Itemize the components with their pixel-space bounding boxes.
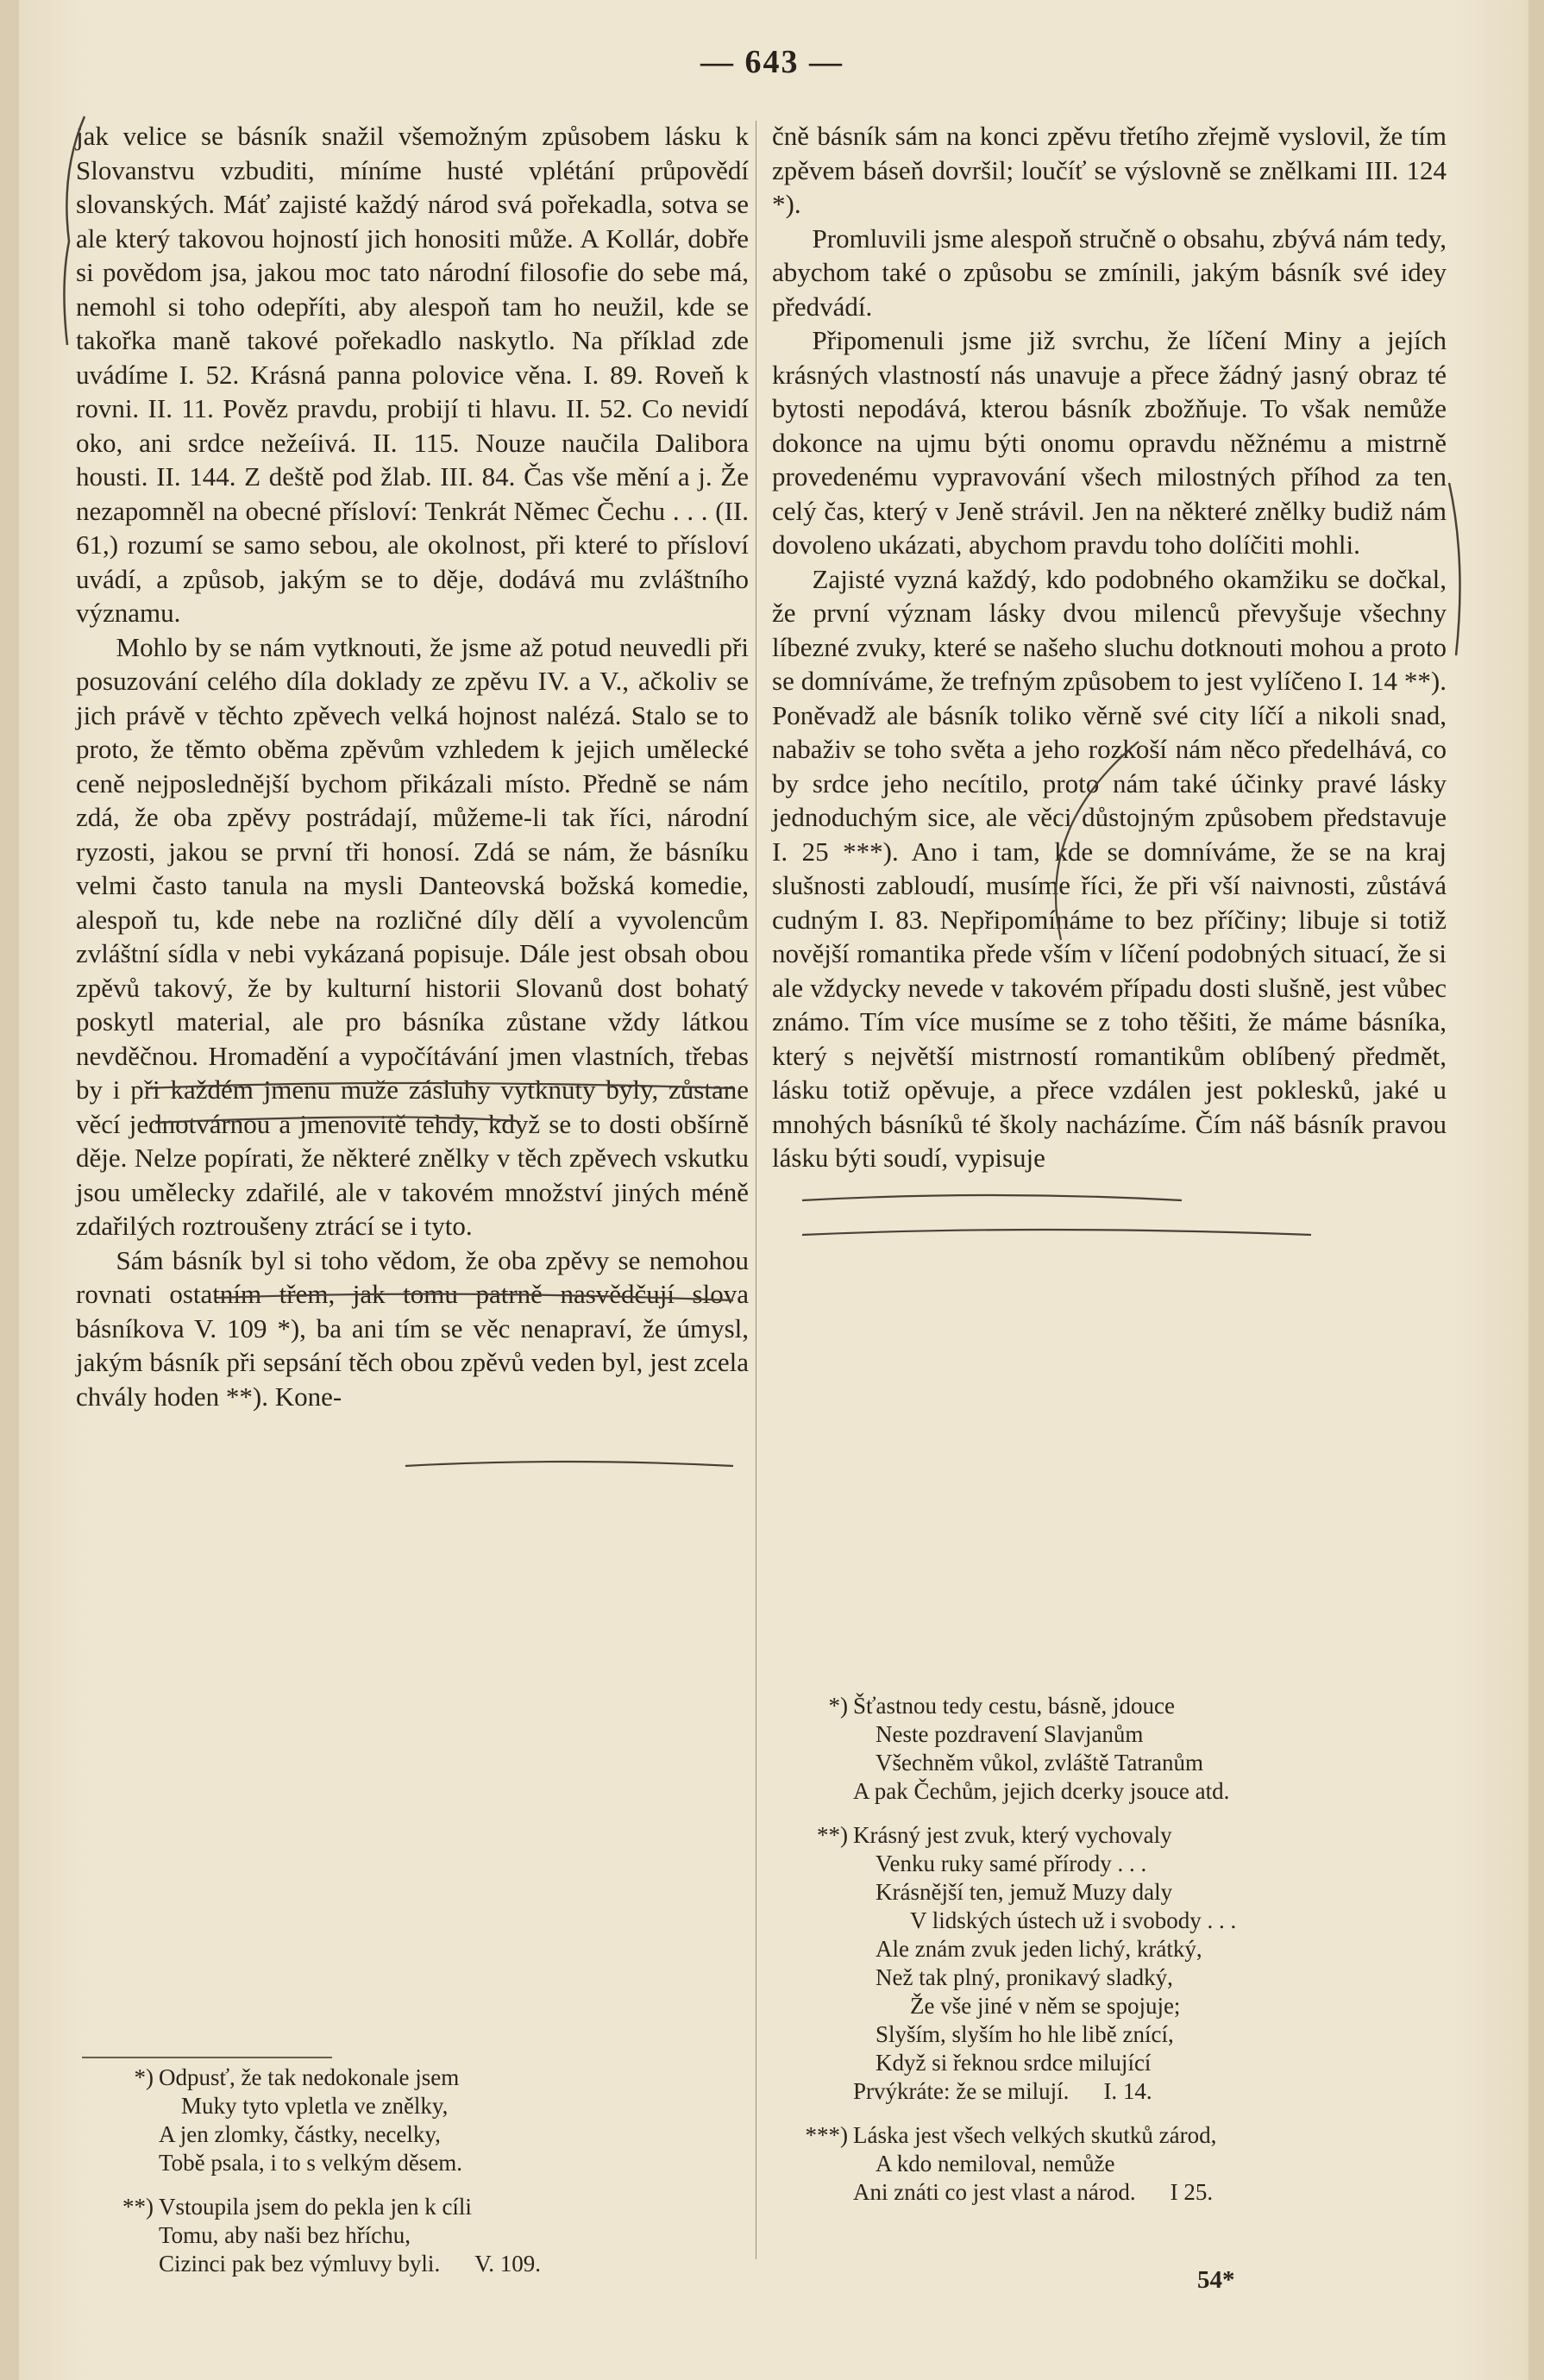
footnote-marker: **) <box>817 1822 848 1848</box>
footnote <box>781 1692 1436 1806</box>
footnote-line: Než tak plný, pronikavý sladký, <box>876 1964 1173 1990</box>
footnote <box>781 2121 1436 2207</box>
handwritten-note: I 25. <box>1170 2179 1214 2205</box>
footnote-line: Odpusť, že tak nedokonale jsem <box>159 2064 460 2090</box>
footnote <box>86 2193 742 2278</box>
footnote <box>781 1821 1436 2106</box>
footnote-marker: *) <box>134 2064 154 2090</box>
footnote-line: Cizinci pak bez výmluvy byli. <box>159 2251 441 2277</box>
handwritten-note: I. 14. <box>1103 2078 1152 2104</box>
page-edge-left <box>0 0 19 2380</box>
paragraph: Připomenuli jsme již svrchu, že líčení Miny a jejích krásných vlastností nás unavuje a přece žádný jasný obraz té bytosti nepodává, kterou básník zbožňuje. To však nemůže dokonce na ujmu býti onomu opravdu něžnému a mistrně provedenému vypravování všech milostných příhod za ten celý čas, který v Jeně strávil. Jen na některé znělky budiž nám dovoleno ukázati, abychom pravdu toho dolíčiti mohli. <box>772 325 1447 560</box>
footnote-line: Že vše jiné v něm se spojuje; <box>910 1993 1181 2019</box>
pencil-underline <box>405 1462 733 1466</box>
pencil-underline <box>802 1195 1182 1200</box>
footnote-line: A kdo nemiloval, nemůže <box>876 2151 1115 2176</box>
footnote-line: Prvýkráte: že se milují. <box>853 2078 1070 2104</box>
left-column <box>76 119 749 1413</box>
footnote-line: Ale znám zvuk jeden lichý, krátký, <box>876 1936 1202 1962</box>
footnote-line: Láska jest všech velkých skutků zárod, <box>853 2122 1217 2148</box>
footnote-marker: ***) <box>805 2122 848 2148</box>
footnote-line: A jen zlomky, částky, necelky, <box>159 2121 441 2147</box>
footnote-line: Tomu, aby naši bez hříchu, <box>159 2222 411 2248</box>
pencil-bracket-right <box>1449 483 1460 655</box>
footnote-line: Šťastnou tedy cestu, básně, jdouce <box>853 1693 1175 1719</box>
paragraph: Zajisté vyzná každý, kdo podobného okamžiku se dočkal, že první význam lásky dvou milenců převyšuje všechny líbezné zvuky, které se našeho sluchu dotknouti mohou a proto se domníváme, že trefným způsobem to jest vylíčeno I. 14 **). Poněvadž ale básník toliko věrně své city líčí a nikoli snad, nabaživ se toho světa a jeho rozkoší nám něco předelhává, co by srdce jeho necítilo, proto nám také účinky pravé lásky jednoduchým sice, ale věci důstojným způsobem představuje I. 25 ***). Ano i tam, kde se domníváme, že se na kraj slušnosti zabloudí, musíme říci, že při vší naivnosti, zůstává cudným I. 83. Nepřipomínáme to bez příčiny; libuje si totiž novější romantika přede vším v líčení podobných situací, že si ale vždycky nevede v takovém případu dosti slušně, jest vůbec známo. Tím více musíme se z toho těšiti, že máme básníka, který s největší mistrností romantikům oblíbený předmět, lásku totiž opěvuje, a přece vzdálen jest poklesků, jaké u mnohých básníků té školy nacházíme. Čím náš básník pravou lásku býti soudí, vypisuje <box>772 563 1447 1173</box>
right-column <box>772 119 1447 1175</box>
footnote-line: V lidských ústech už i svobody . . . <box>910 1907 1237 1933</box>
footnote-source: V. 109. <box>474 2251 541 2277</box>
paragraph: jak velice se básník snažil všemožným způsobem lásku k Slovanstvu vzbuditi, míníme husté vplétání průpovědí slovanských. Máť zajisté každý národ svá pořekadla, sotva se ale který takovou hojností jich honositi může. A Kollár, dobře si povědom jsa, jakou moc tato národní filosofie do sebe má, nemohl si toho odepříti, aby alespoň tam ho neužil, kde se takořka maně takové pořekadlo naskytlo. Na příklad zde uvádíme I. 52. Krásná panna polovice věna. I. 89. Roveň k rovni. II. 11. Pověz pravdu, probijí ti hlavu. II. 52. Co nevidí oko, ani srdce nežeíivá. II. 115. Nouze naučila Dalibora housti. II. 144. Z deště pod žlab. III. 84. Čas vše mění a j. Že nezapomněl na obecné přísloví: Tenkrát Němec Čechu . . . (II. 61,) rozumí se samo sebou, ale okolnost, při které to přísloví uvádí, a způsob, jakým se to děje, dodává mu zvláštního významu. <box>76 121 749 628</box>
footnotes-left <box>86 2064 742 2294</box>
footnote-line: Krásnější ten, jemuž Muzy daly <box>876 1879 1173 1905</box>
footnote-line: Venku ruky samé přírody . . . <box>876 1851 1147 1876</box>
paragraph: Sám básník byl si toho vědom, že oba zpěvy se nemohou rovnati ostatním třem, jak tomu patrně nasvědčují slova básníkova V. 109 *), ba ani tím se věc nenapraví, že úmysl, jakým básník při sepsání těch obou zpěvů veden byl, jest zcela chvály hoden **). Kone- <box>76 1244 749 1412</box>
footnote-line: Neste pozdravení Slavjanům <box>876 1721 1144 1747</box>
footnote-marker: **) <box>122 2194 154 2220</box>
pencil-underline <box>802 1230 1311 1235</box>
footnotes-right <box>781 1692 1436 2222</box>
footnote-line: A pak Čechům, jejich dcerky jsouce atd. <box>853 1778 1230 1804</box>
footnote-marker: *) <box>828 1693 848 1719</box>
footnote-line: Krásný jest zvuk, který vychovaly <box>853 1822 1172 1848</box>
footnote-rule <box>82 2057 332 2058</box>
page-number: — 643 — <box>700 44 844 80</box>
footnote-line: Všechněm vůkol, zvláště Tatranům <box>876 1750 1204 1776</box>
paragraph: Promluvili jsme alespoň stručně o obsahu, zbývá nám tedy, abychom také o způsobu se zmínili, jakým básník své idey předvádí. <box>772 222 1447 322</box>
footnote-line: Když si řeknou srdce milující <box>876 2050 1152 2076</box>
footnote-line: Tobě psala, i to s velkým děsem. <box>159 2150 463 2176</box>
paragraph: Mohlo by se nám vytknouti, že jsme až potud neuvedli při posuzování celého díla doklady ze zpěvu IV. a V., ačkoliv se jich právě v těchto zpěvech velká hojnost nalézá. Stalo se to proto, že těmto oběma zpěvům vzhledem k jejich umělecké ceně nejposlednější bychom přikázali místo. Předně se nám zdá, že oba zpěvy postrádají, můžeme-li tak říci, národní ryzosti, jakou se první tři honosí. Zdá se nám, že básníku velmi často tanula na mysli Danteovská božská komedie, alespoň tu, kde nebe na rozličné díly dělí a vyvolencům zvláštní sídla v nebi vykázaná popisuje. Dále jest obsah obou zpěvů takový, že by kulturní historii Slovanů dost bohatý poskytl material, ale pro básníka zůstane vždy látkou nevděčnou. Hromadění a vypočítávání jmen vlastních, třebas by i při každém jmenu muže zásluhy vytknuty byly, zůstane věcí jednotvárnou a jmenovitě tehdy, když se to dosti obšírně děje. Nelze popírati, že některé znělky v těch zpěvech vskutku jsou umělecky zdařilé, ale v takovém množství jiných méně zdařilých roztroušeny ztrácí se i tyto. <box>76 631 749 1241</box>
footnote-line: Vstoupila jsem do pekla jen k cíli <box>159 2194 472 2220</box>
footnote-line: Ani znáti co jest vlast a národ. <box>853 2179 1136 2205</box>
page-edge-right <box>1528 0 1544 2380</box>
footnote-line: Muky tyto vpletla ve znělky, <box>181 2093 449 2119</box>
footnote-line: Slyším, slyším ho hle libě znící, <box>876 2021 1174 2047</box>
paragraph: čně básník sám na konci zpěvu třetího zřejmě vyslovil, že tím zpěvem báseň dovršil; loučíť se výslovně se znělkami III. 124 *). <box>772 121 1447 219</box>
footnote <box>86 2064 742 2177</box>
signature-mark: 54* <box>1197 2266 1235 2294</box>
